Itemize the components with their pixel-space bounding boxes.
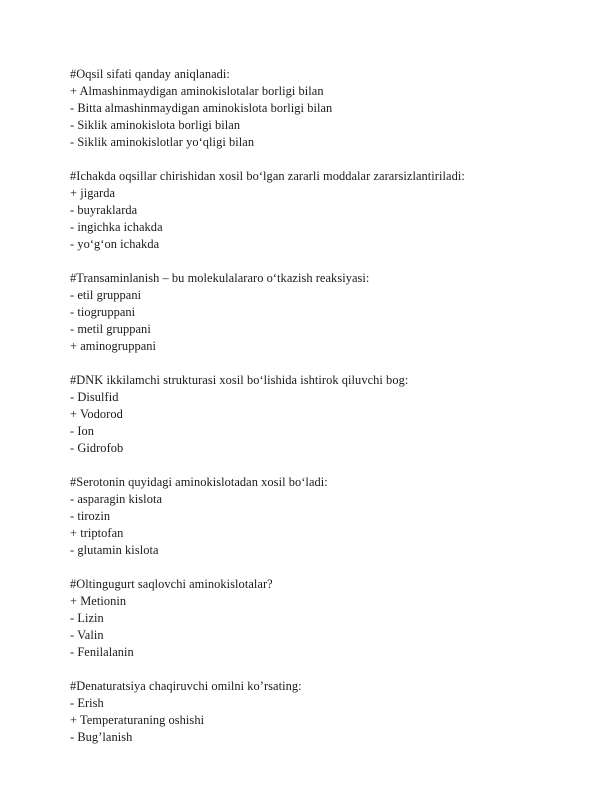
question-line: #Ichakda oqsillar chirishidan xosil boʻlgan zararli moddalar zararsizlantiriladi: (70, 169, 465, 183)
qa-block (70, 66, 560, 151)
question-line: #Oqsil sifati qanday aniqlanadi: (70, 67, 230, 81)
answer-option: - yoʻgʻon ichakda (70, 237, 160, 251)
answer-option: - glutamin kislota (70, 543, 159, 557)
answer-option: - Fenilalanin (70, 645, 134, 659)
answer-option: - tirozin (70, 509, 111, 523)
answer-option: - metil gruppani (70, 322, 151, 336)
answer-option: - Lizin (70, 611, 104, 625)
answer-option: - asparagin kislota (70, 492, 163, 506)
answer-option: - Valin (70, 628, 104, 642)
qa-block (70, 474, 560, 559)
answer-option: - buyraklarda (70, 203, 138, 217)
answer-option: + Temperaturaning oshishi (70, 713, 205, 727)
question-line: #Oltingugurt saqlovchi aminokislotalar? (70, 577, 273, 591)
question-line: #Transaminlanish – bu molekulalararo oʻtkazish reaksiyasi: (70, 271, 370, 285)
answer-option: + Metionin (70, 594, 127, 608)
answer-option: - Erish (70, 696, 104, 710)
document-text-body (70, 66, 560, 746)
answer-option: - Siklik aminokislota borligi bilan (70, 118, 241, 132)
qa-block (70, 678, 560, 746)
answer-option: - Bitta almashinmaydigan aminokislota borligi bilan (70, 101, 333, 115)
qa-block (70, 576, 560, 661)
answer-option: + triptofan (70, 526, 124, 540)
qa-block (70, 168, 560, 253)
question-line: #Denaturatsiya chaqiruvchi omilni ko’rsating: (70, 679, 302, 693)
answer-option: - Bug’lanish (70, 730, 133, 744)
answer-option: - Gidrofob (70, 441, 124, 455)
answer-option: - etil gruppani (70, 288, 142, 302)
answer-option: - Siklik aminokislotlar yoʻqligi bilan (70, 135, 255, 149)
qa-block (70, 270, 560, 355)
answer-option: + aminogruppani (70, 339, 157, 353)
answer-option: - Ion (70, 424, 95, 438)
question-line: #DNK ikkilamchi strukturasi xosil boʻlishida ishtirok qiluvchi bog: (70, 373, 409, 387)
answer-option: - ingichka ichakda (70, 220, 163, 234)
qa-block (70, 372, 560, 457)
answer-option: + jigarda (70, 186, 116, 200)
answer-option: - Disulfid (70, 390, 119, 404)
question-line: #Serotonin quyidagi aminokislotadan xosil boʻladi: (70, 475, 328, 489)
answer-option: - tiogruppani (70, 305, 136, 319)
answer-option: + Almashinmaydigan aminokislotalar borligi bilan (70, 84, 324, 98)
answer-option: + Vodorod (70, 407, 123, 421)
